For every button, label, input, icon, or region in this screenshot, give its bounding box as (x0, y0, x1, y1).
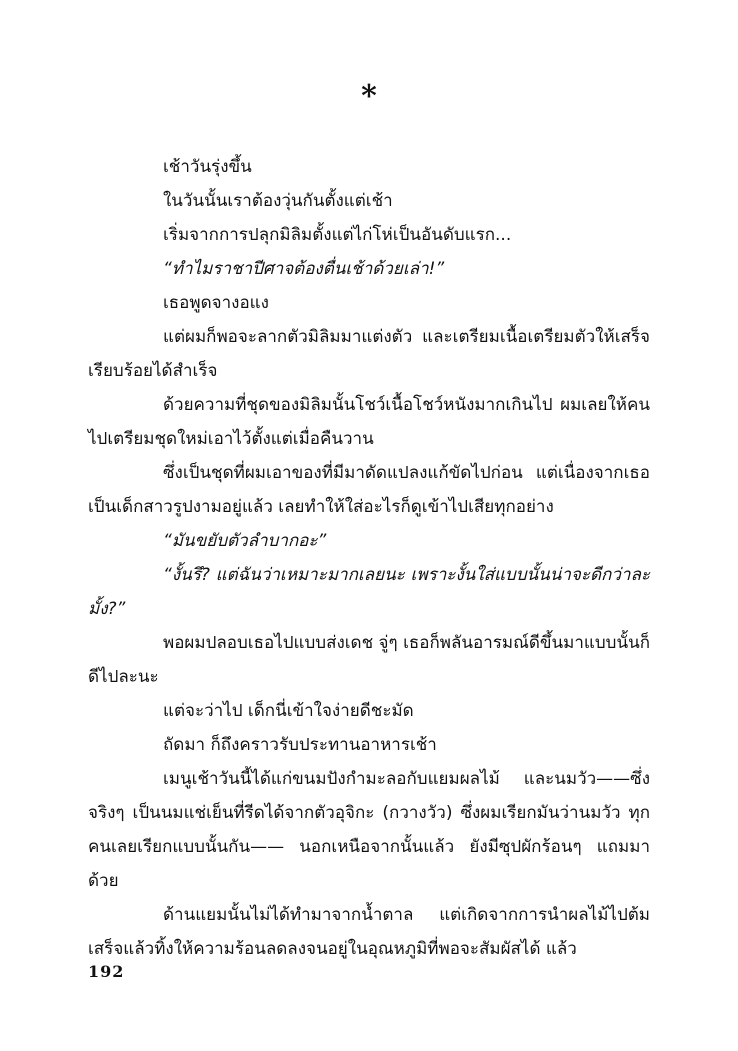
paragraph: แต่จะว่าไป เด็กนี่เข้าใจง่ายดีชะมัด (163, 701, 414, 721)
page-number: 192 (88, 962, 125, 981)
paragraph: เริ่มจากการปลุกมิลิมตั้งแต่ไก่โห่เป็นอันดับแรก... (163, 225, 512, 245)
body-text (88, 150, 650, 966)
paragraph: แต่ผมก็พอจะลากตัวมิลิมมาแต่งตัว และเตรียมเนื้อเตรียมตัวให้เสร็จเรียบร้อยได้สำเร็จ (88, 327, 650, 381)
paragraph: ด้วยความที่ชุดของมิลิมนั้นโชว์เนื้อโชว์หนังมากเกินไป ผมเลยให้คนไปเตรียมชุดใหม่เอาไว้ตั้งแต่เมื่อคืนวาน (88, 395, 650, 449)
paragraph: พอผมปลอบเธอไปแบบส่งเดช จู่ๆ เธอก็พลันอารมณ์ดีขึ้นมาแบบนั้นก็ดีไปละนะ (88, 633, 650, 687)
paragraph: ถัดมา ก็ถึงคราวรับประทานอาหารเช้า (163, 735, 437, 755)
paragraph: “ทำไมราชาปีศาจต้องตื่นเช้าด้วยเล่า!” (163, 259, 445, 279)
paragraph: “มันขยับตัวลำบากอะ” (163, 531, 327, 551)
paragraph: ด้านแยมนั้นไม่ได้ทำมาจากน้ำตาล แต่เกิดจากการนำผลไม้ไปต้ม เสร็จแล้วทิ้งให้ความร้อนลดลงจนอยู่ในอุณหภูมิที่พอจะสัมผัสได้ แล้ว (88, 905, 650, 959)
paragraph: “งั้นรึ? แต่ฉันว่าเหมาะมากเลยนะ เพราะงั้นใส่แบบนั้นน่าจะดีกว่าละมั้ง?” (88, 565, 650, 619)
paragraph: ซึ่งเป็นชุดที่ผมเอาของที่มีมาดัดแปลงแก้ขัดไปก่อน แต่เนื่องจากเธอเป็นเด็กสาวรูปงามอยู่แล้ว เลยทำให้ใส่อะไรก็ดูเข้าไปเสียทุกอย่าง (88, 463, 650, 517)
paragraph: ในวันนั้นเราต้องวุ่นกันตั้งแต่เช้า (163, 191, 393, 211)
paragraph: เมนูเช้าวันนี้ได้แก่ขนมปังกำมะลอกับแยมผลไม้ และนมวัว——ซึ่งจริงๆ เป็นนมแช่เย็นที่รีดได้จากตัวอุจิกะ (กวางวัว) ซึ่งผมเรียกมันว่านมวัว ทุกคนเลยเรียกแบบนั้นกัน—— นอกเหนือจากนั้นแล้ว ยังมีซุปผักร้อนๆ แถมมาด้วย (88, 769, 650, 891)
paragraph: เช้าวันรุ่งขึ้น (163, 157, 252, 177)
paragraph: เธอพูดจางอแง (163, 293, 269, 313)
scene-break-asterisk: * (361, 79, 377, 114)
